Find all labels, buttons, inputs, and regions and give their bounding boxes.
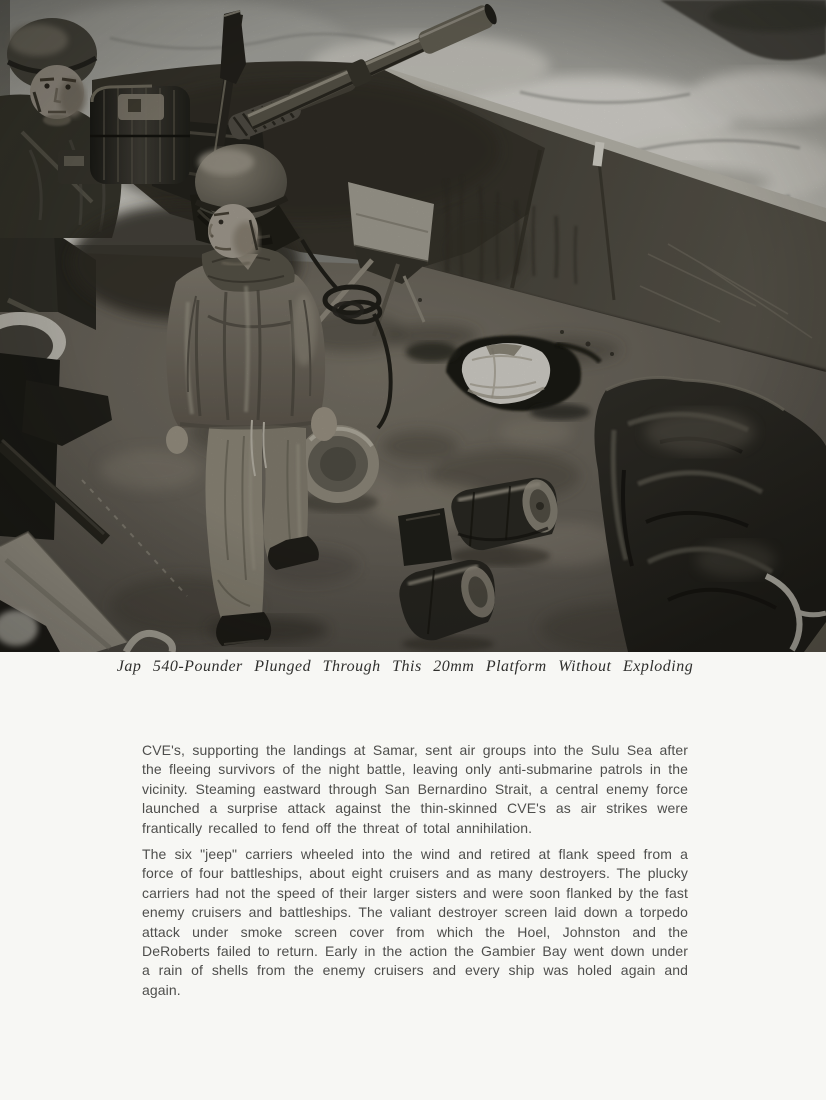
paragraph-2: The six "jeep" carriers wheeled into the wind and retired at flank speed from a force of four battleships, about eight cruisers and as many destroyers. The plucky carriers had not the speed of their larger sisters and were soon flanked by the fast enemy cruisers and battleships. The valiant destroyer screen laid down a torpedo attack under smoke screen cover from which the Hoel, Johnston and the DeRoberts failed to return. Early in the action the Gambier Bay went down under a rain of shells from the enemy cruisers and every ship was holed again and again. — [142, 846, 688, 998]
paragraph-1: CVE's, supporting the landings at Samar, sent air groups into the Sulu Sea after the fleeing survivors of the night battle, leaving only anti-submarine patrols in the vicinity. Steaming eastward through San Bernardino Strait, a central enemy force launched a surprise attack against the thin-skinned CVE's as air strikes were frantically recalled to fend off the threat of total annihilation. — [142, 742, 688, 836]
photo-caption: Jap 540-Pounder Plunged Through This 20mm Platform Without Exploding — [116, 658, 694, 675]
body-text — [142, 741, 688, 1007]
